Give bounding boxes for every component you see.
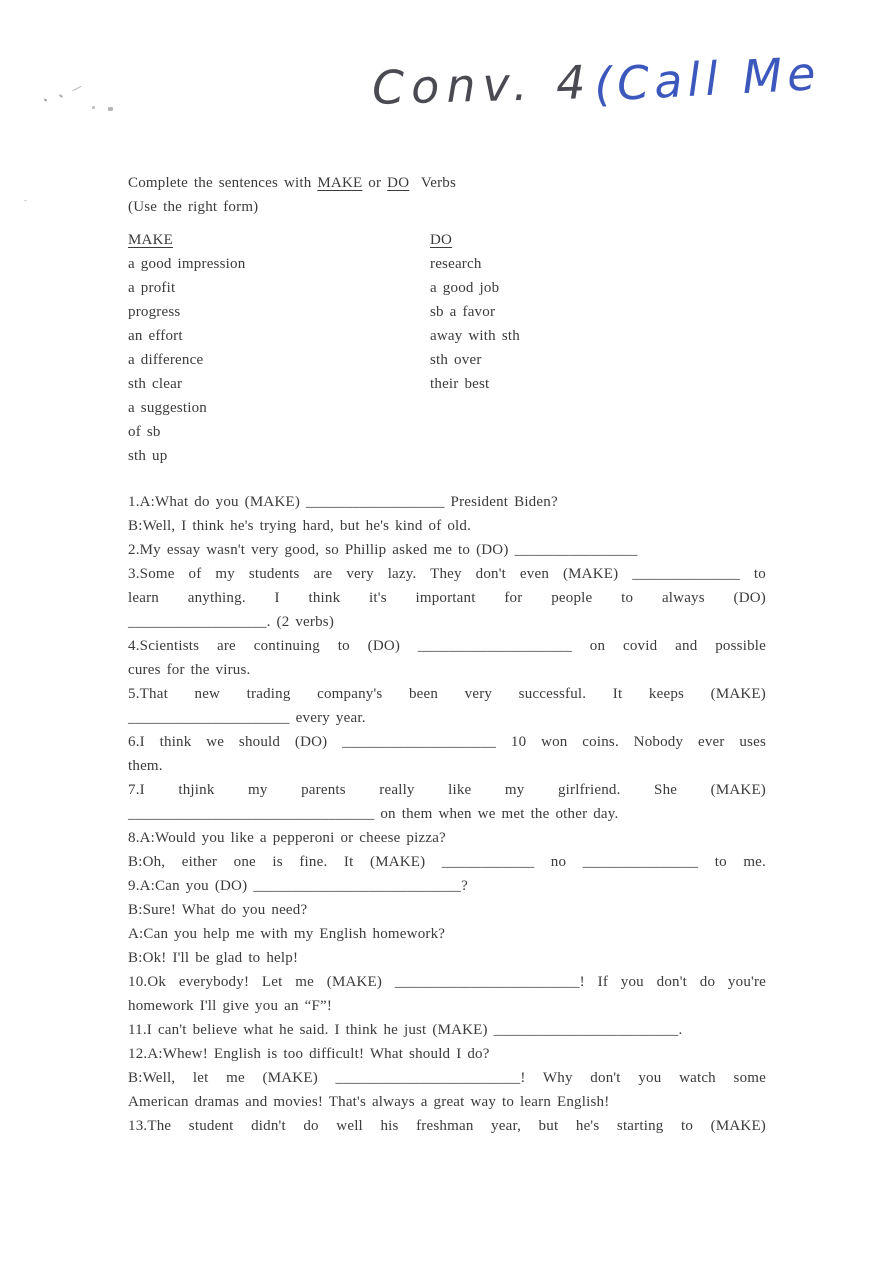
handwritten-note: (Call Me: [592, 46, 822, 112]
exercise-line: 7.I thjink my parents really like my girlfriend. She (MAKE): [128, 782, 766, 798]
do-list-item: research: [430, 256, 482, 272]
exercise-line: 8.A:Would you like a pepperoni or cheese pizza?: [128, 830, 446, 846]
exercise-line: 1.A:What do you (MAKE) __________________ President Biden?: [128, 494, 558, 510]
do-list: [430, 252, 710, 396]
make-list-item: progress: [128, 304, 181, 320]
do-list-item: their best: [430, 376, 490, 392]
instructions-make-word: MAKE: [317, 175, 363, 191]
instructions-do-word: DO: [387, 175, 410, 191]
exercise-line: 5.That new trading company's been very successful. It keeps (MAKE): [128, 686, 766, 702]
do-list-item: away with sth: [430, 328, 520, 344]
make-list-item: a profit: [128, 280, 176, 296]
instructions-line2: (Use the right form): [128, 199, 259, 215]
exercise-line: homework I'll give you an “F”!: [128, 998, 333, 1014]
handwritten-header: [0, 48, 893, 138]
exercise-line: 9.A:Can you (DO) ___________________________?: [128, 878, 468, 894]
make-column-header: MAKE: [128, 232, 173, 248]
exercise-line: 11.I can't believe what he said. I think he just (MAKE) ________________________.: [128, 1022, 683, 1038]
exercise-line: __________________. (2 verbs): [128, 614, 335, 630]
exercise-line: 10.Ok everybody! Let me (MAKE) ________________________! If you don't do you're: [128, 974, 766, 990]
exercise-line: B:Oh, either one is fine. It (MAKE) ____________ no _______________ to me.: [128, 854, 766, 870]
exercise-line: 13.The student didn't do well his freshman year, but he's starting to (MAKE): [128, 1118, 766, 1134]
scan-speckle: [24, 200, 27, 201]
exercise-line: them.: [128, 758, 163, 774]
do-list-item: a good job: [430, 280, 500, 296]
do-column-header: DO: [430, 232, 453, 248]
exercise-lines: [128, 490, 766, 1138]
make-list-item: sth clear: [128, 376, 183, 392]
exercise-line: B:Sure! What do you need?: [128, 902, 308, 918]
instructions-conjunction: or: [362, 175, 388, 191]
make-list-item: an effort: [128, 328, 183, 344]
do-column: [430, 228, 710, 396]
exercise-line: B:Well, I think he's trying hard, but he's kind of old.: [128, 518, 472, 534]
make-list-item: of sb: [128, 424, 161, 440]
exercise-line: 2.My essay wasn't very good, so Phillip asked me to (DO) ________________: [128, 542, 638, 558]
exercise-line: 6.I think we should (DO) ____________________ 10 won coins. Nobody ever uses: [128, 734, 766, 750]
make-list: [128, 252, 408, 468]
exercise-line: 3.Some of my students are very lazy. They don't even (MAKE) ______________ to: [128, 566, 766, 582]
exercise-line: B:Ok! I'll be glad to help!: [128, 950, 299, 966]
instructions-tail: Verbs: [409, 175, 457, 191]
scan-speckle: [92, 106, 95, 109]
instructions: [128, 171, 766, 219]
do-list-item: sth over: [430, 352, 482, 368]
exercise-line: B:Well, let me (MAKE) ________________________! Why don't you watch some: [128, 1070, 766, 1086]
make-list-item: a good impression: [128, 256, 246, 272]
exercise-line: American dramas and movies! That's always a great way to learn English!: [128, 1094, 610, 1110]
exercise-line: A:Can you help me with my English homework?: [128, 926, 446, 942]
exercise-line: 12.A:Whew! English is too difficult! What should I do?: [128, 1046, 490, 1062]
exercise-line: ________________________________ on them when we met the other day.: [128, 806, 619, 822]
make-list-item: a difference: [128, 352, 204, 368]
exercise-line: 4.Scientists are continuing to (DO) ____________________ on covid and possible: [128, 638, 766, 654]
exercise-line: _____________________ every year.: [128, 710, 366, 726]
scan-speckle: [108, 107, 113, 111]
make-column: [128, 228, 408, 468]
do-list-item: sb a favor: [430, 304, 496, 320]
handwritten-course-title: Conv. 4: [371, 55, 594, 115]
instructions-lead: Complete the sentences with: [128, 175, 318, 191]
exercise-line: learn anything. I think it's important for people to always (DO): [128, 590, 766, 606]
make-list-item: a suggestion: [128, 400, 207, 416]
make-list-item: sth up: [128, 448, 168, 464]
exercise-line: cures for the virus.: [128, 662, 251, 678]
